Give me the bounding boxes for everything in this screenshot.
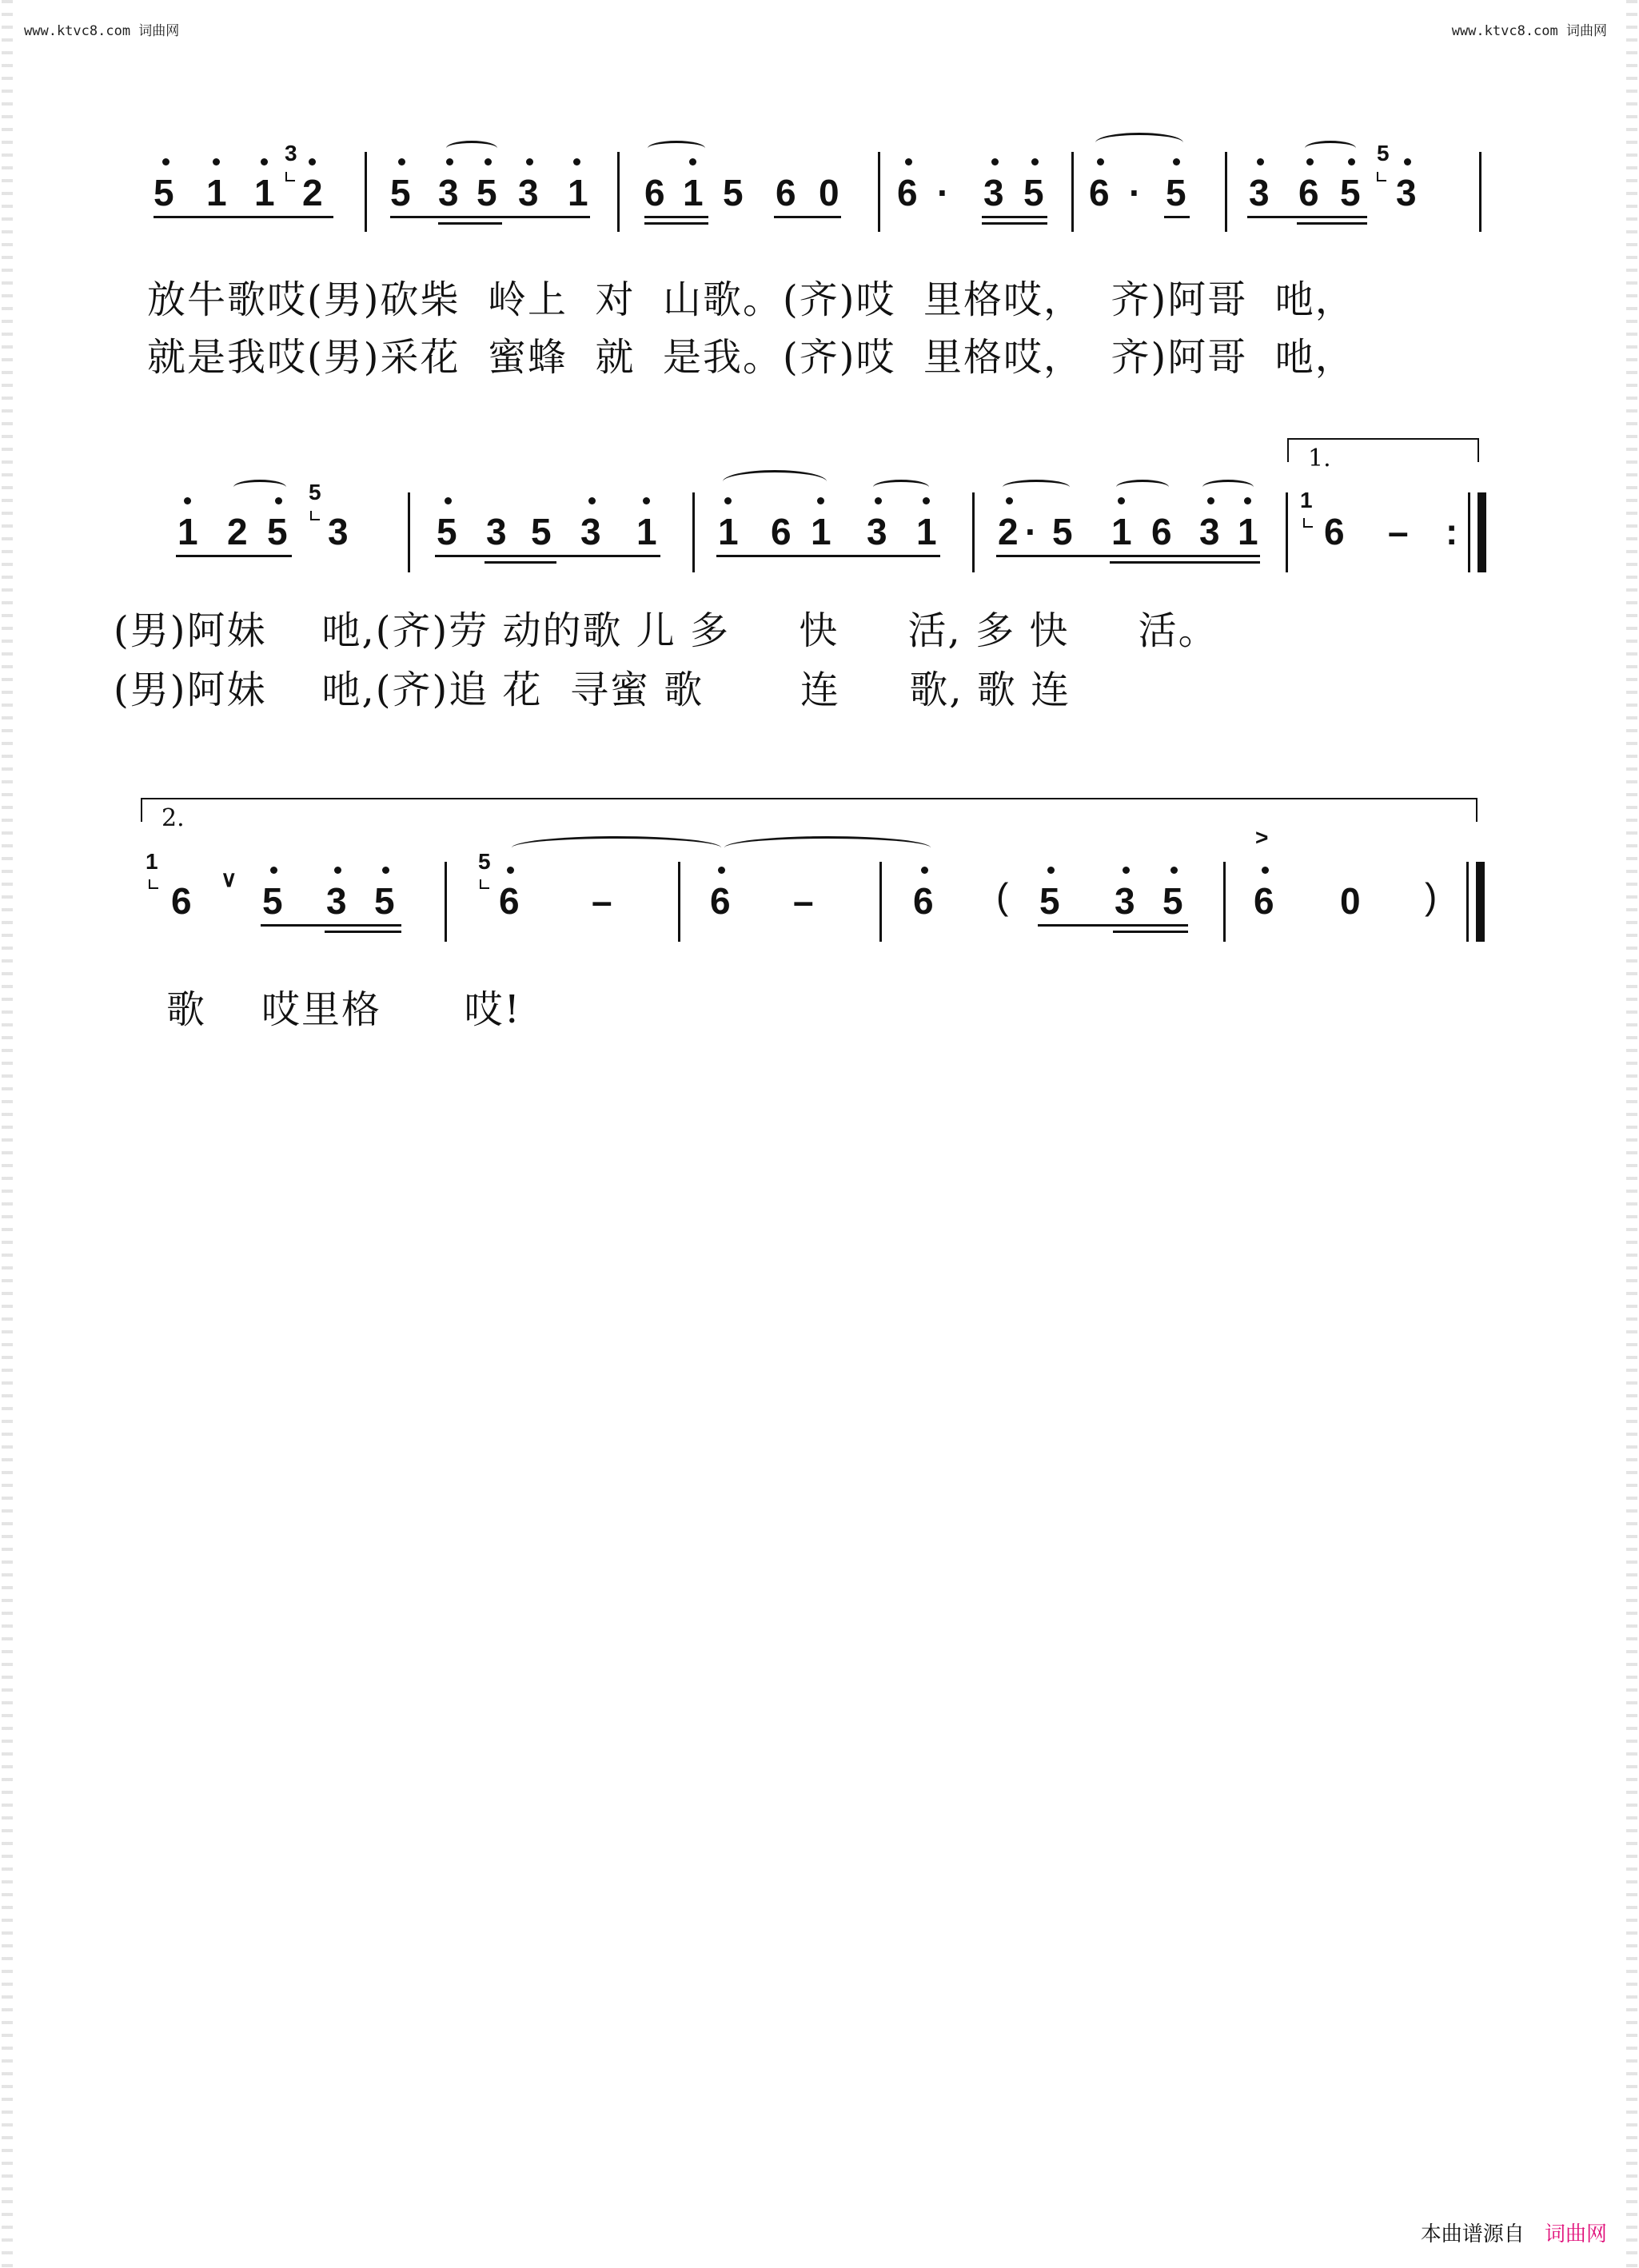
grace-hook: [1377, 172, 1386, 181]
barline: [972, 492, 975, 572]
page-edge-decoration-left: [2, 0, 13, 2268]
lyrics-line-2-verse-1: (男)阿妹 吔,(齐)劳 动的歌 儿 多 快 活, 多 快 活。: [114, 608, 1218, 653]
paren-open: (: [996, 875, 1009, 917]
final-barline: [1476, 862, 1485, 942]
ending-bracket-1: [1287, 438, 1479, 440]
dash: –: [592, 880, 612, 922]
barline: [1468, 492, 1470, 572]
grace-note: 1: [1300, 488, 1313, 512]
note: 1: [683, 172, 704, 213]
note: 3: [1249, 172, 1270, 213]
note: 3: [328, 511, 349, 552]
note: 5: [1023, 172, 1044, 213]
note: 6: [644, 172, 665, 213]
note: 5: [1166, 172, 1186, 213]
note: 6: [1298, 172, 1319, 213]
note: 3: [1199, 511, 1220, 552]
note: 3: [486, 511, 507, 552]
note: ·: [1025, 511, 1038, 552]
note: 5: [531, 511, 552, 552]
note: 2: [227, 511, 248, 552]
note: 6: [771, 511, 792, 552]
grace-hook: [285, 172, 295, 181]
note: 5: [437, 511, 457, 552]
note: 0: [819, 172, 839, 213]
note: 6: [1151, 511, 1172, 552]
breath-mark: ∨: [221, 867, 237, 891]
note: 1: [916, 511, 937, 552]
repeat-sign: :: [1446, 511, 1458, 552]
note: 5: [1162, 880, 1183, 922]
note: 1: [1238, 511, 1258, 552]
barline: [879, 862, 882, 942]
note: 5: [267, 511, 288, 552]
dash: –: [793, 880, 814, 922]
lyrics-line-1-verse-1: 放牛歌哎(男)砍柴 岭上 对 山歌。(齐)哎 里格哎， 齐)阿哥 吔，: [147, 277, 1355, 322]
grace-hook: [310, 511, 320, 520]
note: 1: [254, 172, 275, 213]
final-barline: [1477, 492, 1486, 572]
barline: [692, 492, 695, 572]
note: 5: [1340, 172, 1361, 213]
note: 1: [177, 511, 198, 552]
note: 5: [723, 172, 744, 213]
note: 6: [1254, 880, 1274, 922]
lyrics-line-2-verse-2: (男)阿妹 吔,(齐)追 花 寻蜜 歌 连 歌, 歌 连: [114, 668, 1071, 712]
note: 3: [438, 172, 459, 213]
note: 6: [913, 880, 934, 922]
note: 2: [998, 511, 1019, 552]
ending-label-1: 1.: [1308, 444, 1331, 472]
page-edge-decoration-right: [1626, 0, 1637, 2268]
note: 3: [518, 172, 539, 213]
note: 3: [983, 172, 1004, 213]
barline: [445, 862, 447, 942]
note: 1: [206, 172, 227, 213]
note: 0: [1340, 880, 1361, 922]
barline: [1466, 862, 1469, 942]
grace-hook: [1303, 518, 1313, 528]
note: 6: [776, 172, 796, 213]
grace-note: 1: [146, 849, 158, 874]
paren-close: ): [1425, 875, 1438, 917]
barline: [1286, 492, 1288, 572]
note: 3: [1396, 172, 1417, 213]
note: 5: [477, 172, 497, 213]
header-site-right: www.ktvc8.com 词曲网: [1451, 23, 1607, 39]
lyrics-line-1-verse-2: 就是我哎(男)采花 蜜蜂 就 是我。(齐)哎 里格哎， 齐)阿哥 吔，: [147, 335, 1355, 380]
note: ·: [937, 172, 950, 213]
note: 5: [154, 172, 174, 213]
footer-source-text: 本曲谱源自: [1420, 2222, 1525, 2246]
ending-label-2: 2.: [162, 804, 185, 832]
note: 3: [1115, 880, 1135, 922]
grace-note: 3: [285, 141, 297, 165]
grace-note: 5: [478, 849, 491, 874]
note: 5: [262, 880, 283, 922]
barline: [408, 492, 410, 572]
note: 1: [811, 511, 831, 552]
note: 6: [897, 172, 918, 213]
note: 3: [580, 511, 601, 552]
note: 5: [1052, 511, 1073, 552]
grace-note: 5: [1377, 141, 1390, 165]
grace-hook: [480, 879, 489, 889]
barline: [365, 152, 367, 232]
lyrics-line-3: 歌 哎里格 哎!: [166, 987, 521, 1032]
note: –: [1388, 511, 1409, 552]
note: 6: [1089, 172, 1110, 213]
footer-source: [1421, 2218, 1607, 2247]
barline: [617, 152, 620, 232]
note: 3: [326, 880, 347, 922]
note: 5: [1039, 880, 1060, 922]
note: 1: [568, 172, 588, 213]
barline: [1225, 152, 1227, 232]
note: 1: [636, 511, 657, 552]
header-site-left: www.ktvc8.com 词曲网: [24, 23, 180, 39]
note: 6: [499, 880, 520, 922]
grace-hook: [149, 879, 158, 889]
note: 1: [718, 511, 739, 552]
note: 1: [1111, 511, 1132, 552]
note: 6: [710, 880, 731, 922]
note: 3: [867, 511, 887, 552]
ending-bracket-2: [141, 798, 1477, 799]
barline: [678, 862, 680, 942]
barline: [878, 152, 880, 232]
barline: [1223, 862, 1226, 942]
note: 5: [374, 880, 395, 922]
footer-brand-link[interactable]: 词曲网: [1544, 2222, 1607, 2246]
note: 2: [302, 172, 323, 213]
note: ·: [1129, 172, 1142, 213]
barline: [1071, 152, 1074, 232]
note: 6: [171, 880, 192, 922]
accent-mark: >: [1255, 825, 1269, 850]
grace-note: 5: [309, 480, 321, 504]
barline: [1479, 152, 1481, 232]
note: 5: [390, 172, 411, 213]
note: 6: [1324, 511, 1345, 552]
